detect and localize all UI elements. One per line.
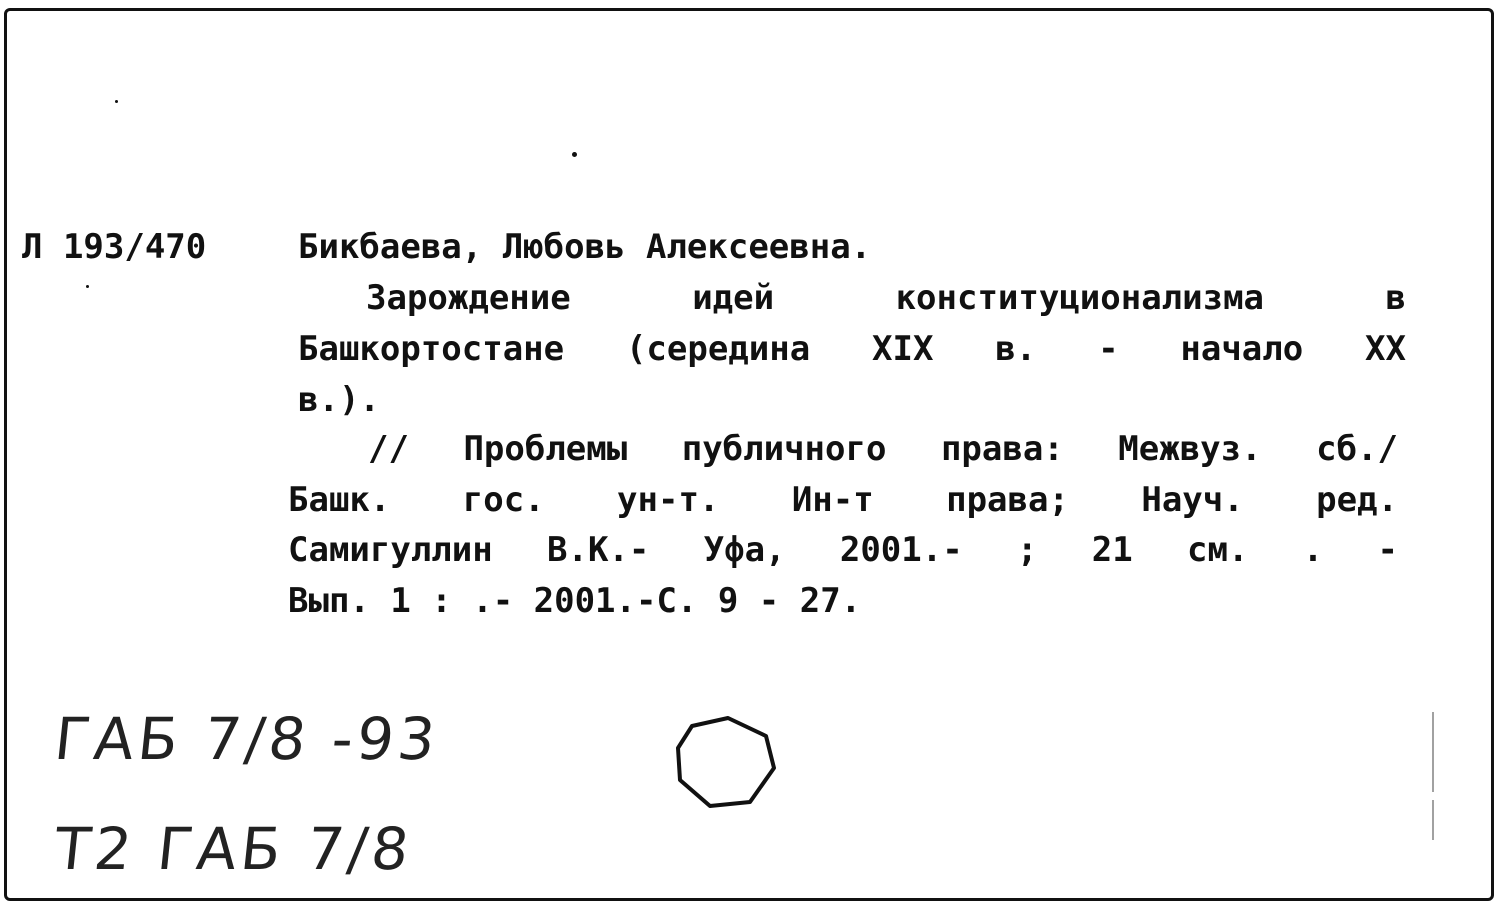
title-line-2: Башкортостане (середина XIX в. - начало XX — [298, 329, 1406, 369]
author-name: Бикбаева, Любовь Алексеевна. — [298, 227, 872, 267]
speck-mark — [572, 152, 577, 157]
shelf-mark: Л 193/470 — [22, 227, 207, 267]
circle-stamp-icon — [670, 712, 780, 812]
speck-mark — [86, 285, 89, 288]
handwritten-note-2: Т2 ГАБ 7/8 — [51, 815, 416, 883]
handwritten-note-1: ГАБ 7/8 -93 — [51, 705, 443, 773]
title-line-1: Зарождение идей конституционализма в — [366, 278, 1406, 318]
source-line-4: Вып. 1 : .- 2001.-С. 9 - 27. — [288, 581, 862, 621]
source-line-3: Самигуллин В.К.- Уфа, 2001.- ; 21 см. . - — [288, 530, 1398, 570]
source-line-1: // Проблемы публичного права: Межвуз. сб./ — [368, 429, 1398, 469]
source-line-2: Башк. гос. ун-т. Ин-т права; Науч. ред. — [288, 480, 1398, 520]
speck-mark — [115, 100, 118, 103]
margin-mark — [1432, 800, 1434, 840]
margin-mark — [1432, 712, 1434, 792]
title-line-3: в.). — [298, 380, 380, 420]
